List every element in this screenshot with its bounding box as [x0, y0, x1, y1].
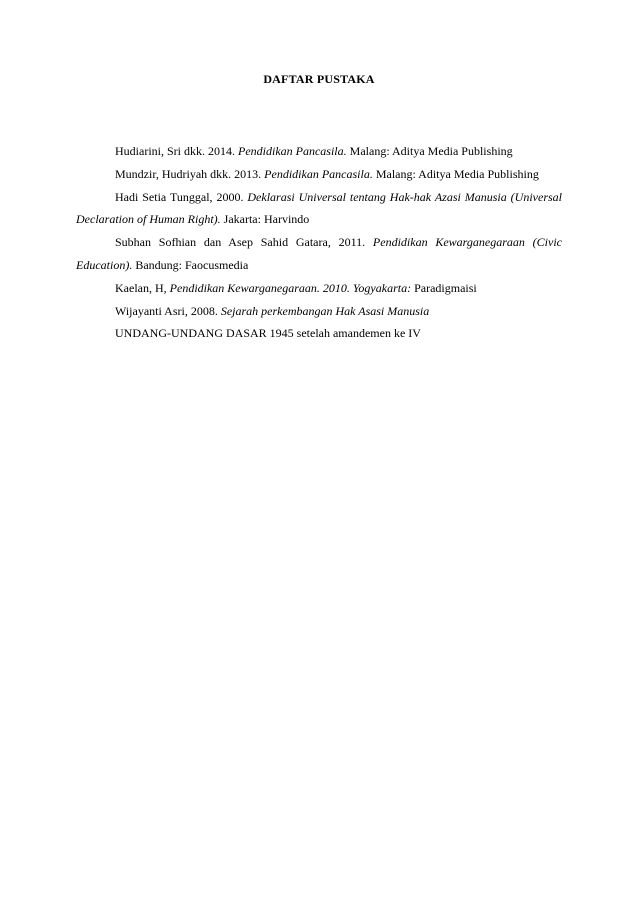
reference-title: Pendidikan Kewarganegaraan. 2010. Yogyakarta: — [169, 280, 412, 295]
reference-text: Subhan Sofhian dan Asep Sahid Gatara, 2011. — [115, 235, 373, 250]
reference-item — [76, 231, 562, 277]
reference-text: Wijayanti Asri, 2008. — [115, 303, 221, 318]
reference-text: Hudiarini, Sri dkk. 2014. — [115, 144, 238, 158]
reference-title: Pendidikan Kewarganegaraan (Civic Education). — [76, 235, 562, 272]
reference-list — [76, 140, 562, 345]
reference-item — [76, 186, 562, 232]
page-title: DAFTAR PUSTAKA — [263, 72, 375, 86]
reference-item — [76, 300, 562, 323]
reference-title: Sejarah perkembangan Hak Asasi Manusia — [220, 303, 430, 318]
reference-item — [76, 322, 562, 345]
reference-text: Hadi Setia Tunggal, 2000. — [115, 189, 248, 204]
reference-item — [76, 277, 562, 300]
reference-publisher: Paradigmaisi — [411, 280, 477, 295]
reference-title: Pendidikan Pancasila. — [264, 166, 373, 181]
reference-title: Pendidikan Pancasila. — [238, 144, 347, 158]
reference-publisher: Malang: Aditya Media Publishing — [346, 144, 513, 158]
reference-publisher: Bandung: Faocusmedia — [132, 257, 249, 272]
reference-publisher: Malang: Aditya Media Publishing — [372, 166, 539, 181]
reference-text: Mundzir, Hudriyah dkk. 2013. — [115, 166, 265, 181]
reference-item — [76, 163, 562, 186]
reference-item — [76, 140, 562, 163]
reference-title: Deklarasi Universal tentang Hak-hak Azasi Manusia (Universal Declaration of Human Right). — [76, 189, 562, 227]
reference-text: UNDANG-UNDANG DASAR 1945 setelah amandemen ke IV — [115, 326, 421, 341]
reference-text: Kaelan, H, — [115, 280, 170, 295]
reference-publisher: Jakarta: Harvindo — [220, 212, 310, 227]
